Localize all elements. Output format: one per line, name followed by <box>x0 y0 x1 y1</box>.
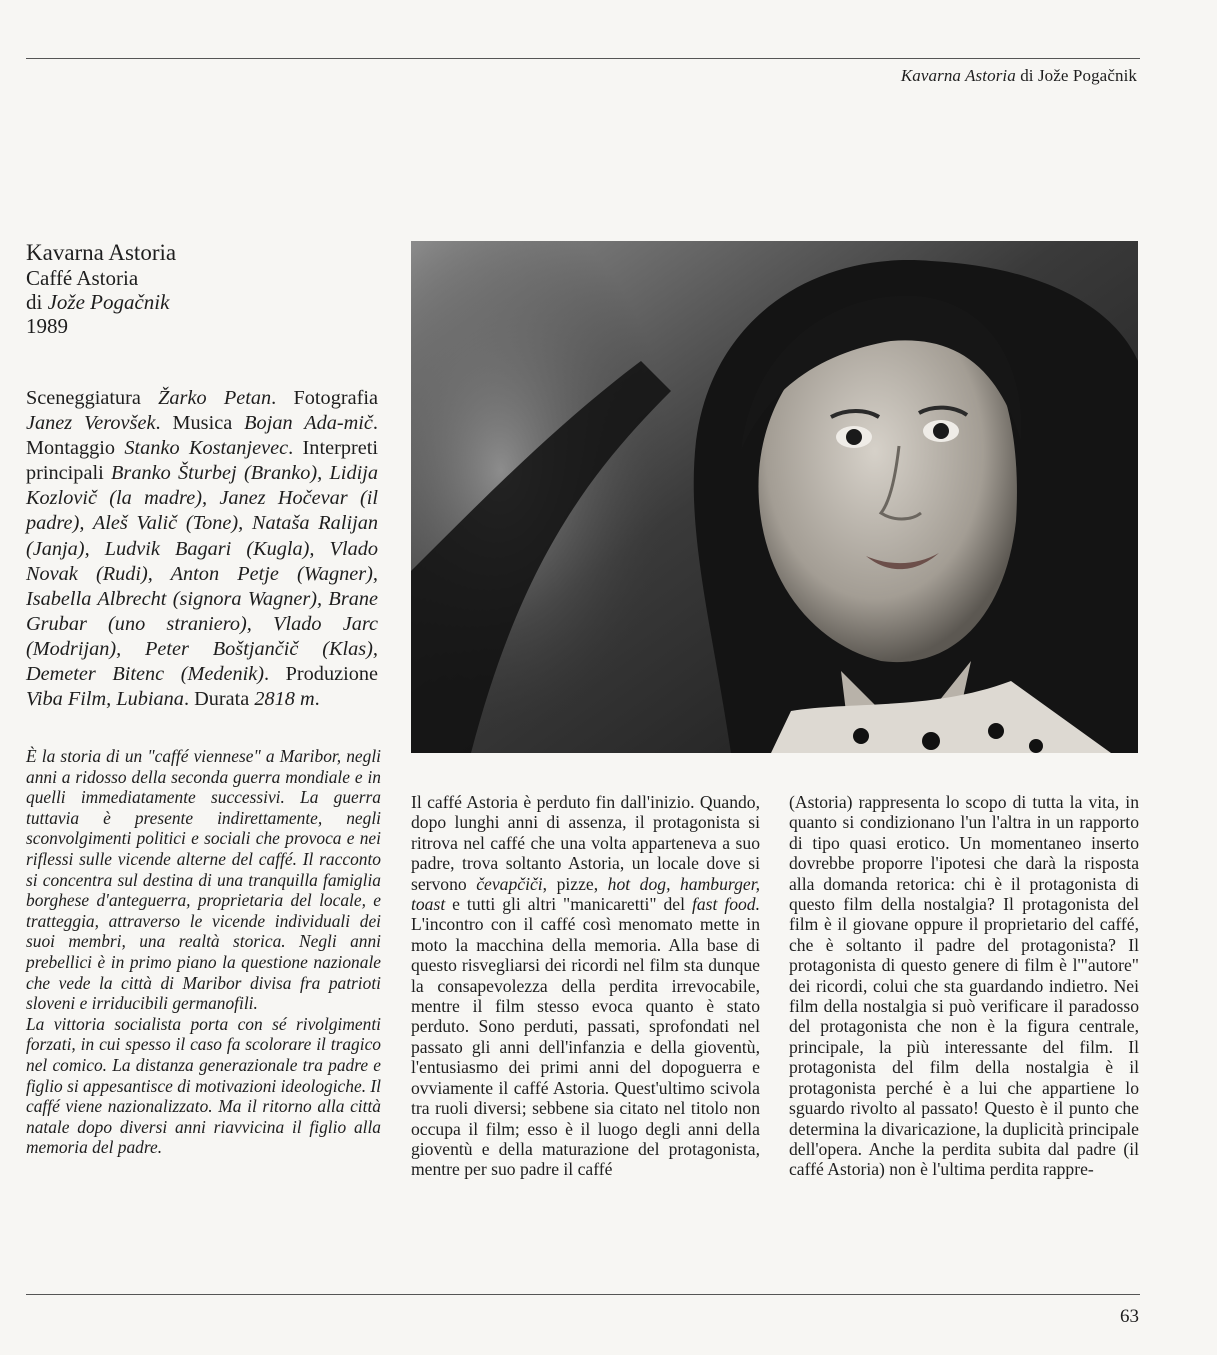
italic-text-run: 2818 m <box>254 688 315 711</box>
film-year: 1989 <box>26 314 68 338</box>
director-line: di Jože Pogačnik <box>26 290 170 314</box>
italic-text-run: Viba Film, Lubiana <box>26 688 184 711</box>
synopsis <box>26 746 381 1158</box>
text-run: . Fotografia <box>271 387 378 409</box>
article-paragraph: (Astoria) rappresenta lo scopo di tutta la vita, in quanto si condizionano l'un l'altra in un rapporto di tipo quasi erotico. Un momentaneo inserto dovrebbe proporre l'ipotesi che darà la risposta alla domanda retorica: chi è il protagonista di questo film della nostalgia? Il protagonista del film è il giovane oppure il proprietario del caffé, che è soltanto il padre del protagonista? Il protagonista di questo genere di film è l'"autore" dei ricordi, colui che sta guardando indietro. Nei film della nostalgia si può verificare il paradosso del protagonista che non è la figura centrale, principale, la più interessante del film. Il protagonista del film della nostalgia è il protagonista perché è a lui che appartiene lo sguardo rivolto al passato! Questo è il punto che determina la divaricazione, la duplicità principale dell'opera. Anche la perdita subita dal padre (il caffé Astoria) non è l'ultima perdita rappre- <box>789 792 1139 1180</box>
film-title: Kavarna Astoria <box>26 240 177 265</box>
italic-text-run: fast food. <box>691 894 761 915</box>
text-run: . <box>314 688 320 711</box>
italic-text-run: čevapčiči <box>476 873 543 894</box>
film-credits <box>26 240 378 712</box>
text-run: Il caffé Astoria è perduto fin dall'inizio. Quando, dopo lunghi anni di assenza, il protagonista si ritrova nel caffé che una volta apparteneva a suo padre, trova soltanto Astoria, un locale dove si servono <box>411 792 760 894</box>
top-rule <box>26 58 1140 59</box>
text-run: L'incontro con il caffé così menomato mette in moto la macchina della memoria. Alla base di questo risvegliarsi dei ricordi nel film sta dunque la consapevolezza della perdita irrevocabile, mentre il film stesso evoca quanto è stato perduto. Sono perduti, passati, sprofondati nel passato gli anni dell'infanzia e della gioventù, l'entusiasmo dei primi anni del dopoguerra e ovviamente il caffé Astoria. Quest'ultimo scivola tra ruoli diversi; sebbene sia citato nel titolo non occupa il film; esso è il luogo degli anni della gioventù e della maturazione del protagonista, mentre per suo padre il caffé <box>411 914 760 1180</box>
italic-text-run: Janez Verovšek <box>26 412 156 435</box>
text-run: , pizze, <box>542 873 608 894</box>
text-run: Sceneggiatura <box>26 387 159 409</box>
article-column-2 <box>789 792 1139 1180</box>
text-run: . Durata <box>183 688 255 711</box>
page-number: 63 <box>1120 1306 1139 1327</box>
italic-text-run: Bojan Ada-mič <box>244 412 373 435</box>
text-run: e tutti gli altri "manicaretti" del <box>445 894 692 915</box>
text-run: . Musica <box>155 412 245 435</box>
italic-text-run: hot dog, hamburger, toast <box>411 873 760 915</box>
synopsis-paragraph: La vittoria socialista porta con sé rivolgimenti forzati, in cui spesso il caso fa scolorare il tragico nel comico. La distanza generazionale tra padre e figlio si appesantisce di motivazioni ideologiche. Il caffé viene nazionalizzato. Ma il ritorno alla città natale dopo diversi anni riavvicina il figlio alla memoria del padre. <box>26 1013 382 1158</box>
synopsis-paragraph: È la storia di un "caffé viennese" a Maribor, negli anni a ridosso della seconda guerra mondiale e in quelli immediatamente successivi. La guerra tuttavia è presente indirettamente, negli sconvolgimenti politici e sociali che provoca e nei riflessi sulle vicende alterne del caffé. Il racconto si concentra sul destina di una tranquilla famiglia borghese d'anteguerra, proprietaria del locale, e tratteggia, attraverso le vicende individuali dei suoi membri, una realtà storica. Negli anni prebellici è in primo piano la questione nazionale che vede la città di Maribor divisa fra patrioti sloveni e irriducibili germanofili. <box>26 746 381 1014</box>
text-run: . Interpreti principali <box>26 437 378 485</box>
italic-text-run: Branko Šturbej (Branko), Lidija Kozlovič (la madre), Janez Hočevar (il padre), Aleš Valič (Tone), Nataša Ralijan (Janja), Ludvik Bagari (Kugla), Vlado Novak (Rudi), Anton Petje (Wagner), Isabella Albrecht (signora Wagner), Brane Grubar (uno straniero), Vlado Jarc (Modrijan), Peter Boštjančič (Klas), Demeter Bitenc (Medenik) <box>26 462 378 686</box>
director-name: Jože Pogačnik <box>47 290 170 314</box>
running-head: Kavarna Astoria di Jože Pogačnik <box>900 66 1137 85</box>
film-still-photo <box>411 241 1138 753</box>
italian-title: Caffé Astoria <box>26 266 139 290</box>
italic-text-run: Stanko Kostanjevec <box>124 437 289 460</box>
text-run: . Montaggio <box>26 412 378 460</box>
bottom-rule <box>26 1294 1140 1295</box>
italic-text-run: Žarko Petan <box>158 387 272 409</box>
text-run: . Produzione <box>264 663 379 686</box>
crew-credits <box>26 386 378 712</box>
portrait-illustration <box>411 241 1138 753</box>
article-column-1 <box>411 792 760 1180</box>
